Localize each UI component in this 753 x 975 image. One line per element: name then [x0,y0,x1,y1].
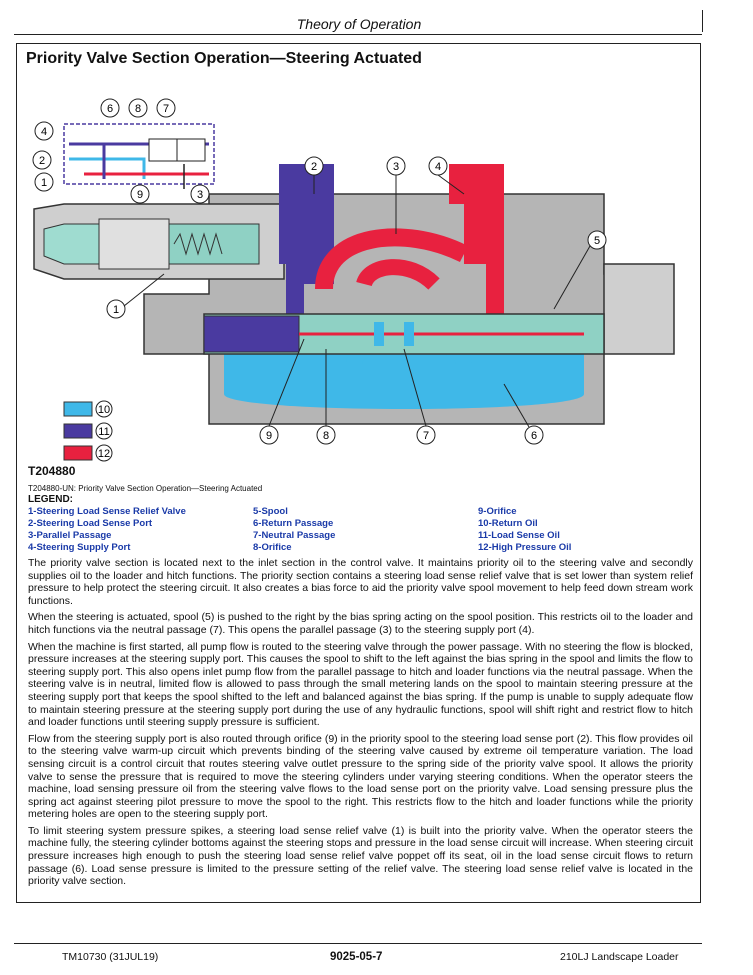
paragraph: Flow from the steering supply port is also routed through orifice (9) in the priority spool to the steering load sense port (2). This flow provides oil to the steering valve warm-up circuit which prevents binding of the steering valve caused by extreme oil temperature variation. The load sensing circuit is a control circuit that routes steering valve outlet pressure to the spring side of the priority valve spool. It allows the priority valve to sense the pressure that is required to move the steering cylinders under varying steering conditions. When the operator steers the machine, load sensing pressure oil from the steering valve flows to the load sense port on the priority valve. Load sensing pressure plus the spring act against steering pilot pressure to move the spool to the right. This restricts flow to the hitch and loader functions while the priority metering holes are open to the steering supply port. [28,732,693,821]
callout-7 [417,426,435,444]
svg-text:7: 7 [422,430,430,442]
svg-text:2: 2 [38,155,46,167]
legend-item: 6-Return Passage [253,518,334,529]
schematic-inset [64,124,214,189]
footer-page-number: 9025-05-7 [330,951,383,963]
figure-id: T204880 [28,464,76,478]
paragraph: To limit steering system pressure spikes, a steering load sense relief valve (1) is built into the priority valve. When the operator steers the machine fully, the steering cylinder bottoms against the steering stops and pressure in the load sense circuit will increase. When steering circuit pressure increases high enough to push the steering load sense relief valve poppet off its seat, oil in the load sense circuit flows to return passage (6). Load sense pressure is limited to the pressure setting of the relief valve. The steering load sense relief valve is located in the priority valve section. [28,824,693,888]
swatch-high-pressure-oil [64,446,92,460]
footer-rule [14,943,702,944]
callout-4-inset [35,122,53,140]
svg-text:3: 3 [392,161,400,173]
svg-text:2: 2 [310,161,318,173]
callout-7-inset [157,99,175,117]
header-rule [14,34,702,35]
legend-col-3 [478,506,571,554]
svg-text:11: 11 [98,426,110,438]
valve-diagram [24,84,694,464]
figure-caption: T204880-UN: Priority Valve Section Operation—Steering Actuated [28,484,263,493]
section-title: Priority Valve Section Operation—Steering Actuated [26,50,422,67]
swatch-load-sense-oil [64,424,92,438]
valve-body [34,164,674,424]
callout-9 [260,426,278,444]
svg-text:6: 6 [530,430,538,442]
callout-2-inset [33,151,51,169]
paragraph: The priority valve section is located next to the inlet section in the control valve. It maintains priority oil to the steering valve and secondly supplies oil to the loader and hitch functions. The priority section contains a steering load sense relief valve that is set lower than system relief pressure to help protect the steering circuit. It also creates a bias force to aid the priority valve spool movement to help feed down stream work functions. [28,557,693,607]
svg-text:3: 3 [196,189,204,201]
legend-item: 7-Neutral Passage [253,530,336,541]
svg-text:7: 7 [162,103,170,115]
svg-text:4: 4 [40,126,48,138]
legend-title: LEGEND: [28,494,73,505]
svg-text:1: 1 [40,177,48,189]
svg-text:9: 9 [136,189,144,201]
legend-item: 12-High Pressure Oil [478,542,572,553]
legend-item: 2-Steering Load Sense Port [28,518,153,529]
paragraph: When the steering is actuated, spool (5) is pushed to the right by the bias spring acting on the spool position. This restricts oil to the loader and hitch functions via the neutral passage (7). This opens the parallel passage (3) to the steering supply port (4). [28,611,693,636]
svg-text:8: 8 [322,430,330,442]
swatch-return-oil [64,402,92,416]
legend-col-1 [28,506,186,554]
callout-2 [305,157,323,175]
legend-item: 5-Spool [253,506,288,517]
legend-item: 9-Orifice [478,506,517,517]
callout-4 [429,157,447,175]
callout-1 [107,300,125,318]
callout-3 [387,157,405,175]
header-title: Theory of Operation [296,16,422,32]
svg-text:1: 1 [112,304,120,316]
svg-text:9: 9 [265,430,273,442]
callout-9-inset [131,185,149,203]
legend-item: 3-Parallel Passage [28,530,112,541]
legend-item: 10-Return Oil [478,518,538,529]
callout-8 [317,426,335,444]
svg-text:8: 8 [134,103,142,115]
body-text [28,557,693,892]
legend-item: 8-Orifice [253,542,292,553]
callout-6-inset [101,99,119,117]
footer-model: 210LJ Landscape Loader [560,951,679,963]
svg-text:4: 4 [434,161,442,173]
svg-text:6: 6 [106,103,114,115]
footer-manual-id: TM10730 (31JUL19) [62,951,159,963]
color-key [64,401,112,461]
svg-text:10: 10 [97,404,111,416]
callout-1-inset [35,173,53,191]
callout-8-inset [129,99,147,117]
legend-item: 1-Steering Load Sense Relief Valve [28,506,186,517]
legend-col-2 [253,506,335,554]
callout-3-inset [191,185,209,203]
svg-text:5: 5 [593,235,601,247]
svg-text:12: 12 [97,448,111,460]
callout-6 [525,426,543,444]
legend-item: 4-Steering Supply Port [28,542,131,553]
callout-5 [588,231,606,249]
paragraph: When the machine is first started, all pump flow is routed to the steering valve through the power passage. With no steering the flow is blocked, pressure increases at the steering supply port. This causes the spool to shift to the left against the bias spring in the spool and limits the flow to steering supply port. This also opens inlet pump flow from the parallel passage to hitch and loader functions via the neutral passage. When the steering valve is in neutral, limited flow is allowed to pass through the small metering lands on the spool to maintain steering pressure at the steering supply port that keeps the spool shifted to the left and balanced against the bias spring. If the pump is unable to supply adequate flow to maintain steering pressure at the steering supply port during the use of any hydraulic functions, spool will shift right and restrict flow to hitch and loader functions until steering supply pressure is sufficient. [28,640,693,729]
legend-item: 11-Load Sense Oil [478,530,560,541]
